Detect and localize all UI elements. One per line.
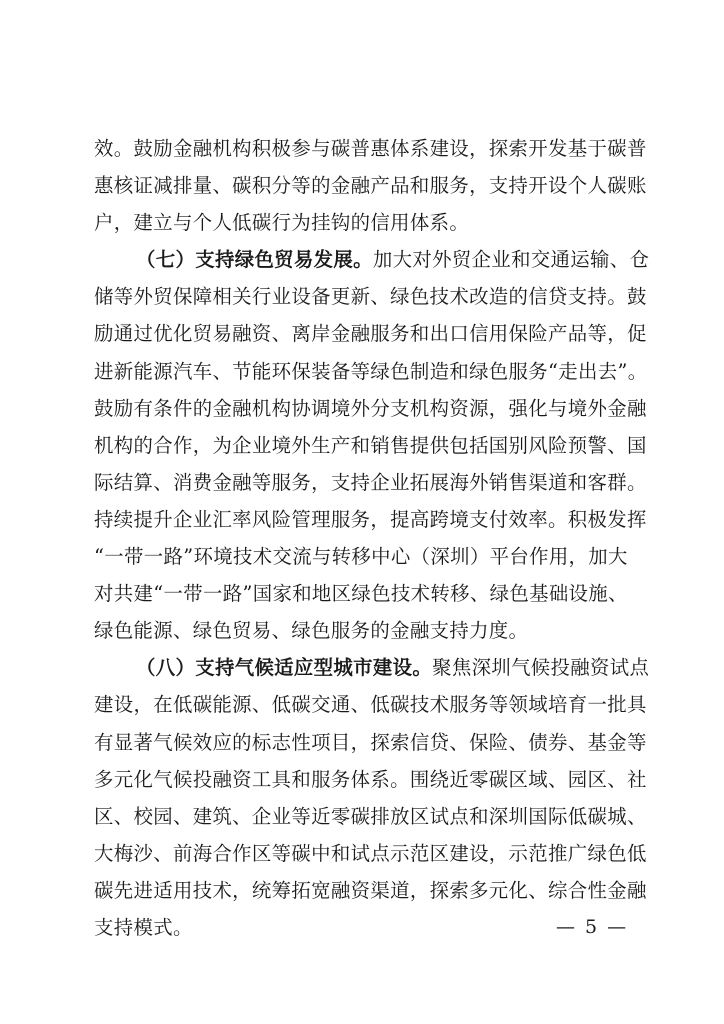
- text-line: 励通过优化贸易融资、离岸金融服务和出口信用保险产品等，促: [94, 322, 647, 346]
- text-line: 机构的合作，为企业境外生产和销售提供包括国别风险预警、国: [94, 433, 647, 457]
- text-line: 绿色能源、绿色贸易、绿色服务的金融支持力度。: [94, 619, 529, 643]
- text-line: “一带一路”环境技术交流与转移中心（深圳）平台作用，加大: [94, 545, 628, 569]
- section-7-first-line: [94, 241, 650, 278]
- section-8-first-line-text: 聚焦深圳气候投融资试点: [432, 656, 650, 680]
- section-8-heading: （八）支持气候适应型城市建设。: [136, 656, 433, 680]
- section-8-first-line: [94, 649, 650, 686]
- text-line: 有显著气候效应的标志性项目，探索信贷、保险、债券、基金等: [94, 730, 647, 754]
- section-7-paragraph: [94, 241, 650, 649]
- text-line: 户，建立与个人低碳行为挂钩的信用体系。: [94, 211, 470, 235]
- paragraph-continuation: [94, 130, 647, 241]
- text-line: 大梅沙、前海合作区等碳中和试点示范区建设，示范推广绿色低: [94, 841, 647, 865]
- text-line: 鼓励有条件的金融机构协调境外分支机构资源，强化与境外金融: [94, 396, 647, 420]
- section-8-paragraph: [94, 649, 650, 946]
- text-line: 对共建“一带一路”国家和地区绿色技术转移、绿色基础设施、: [94, 582, 628, 606]
- text-line: 碳先进适用技术，统筹拓宽融资渠道，探索多元化、综合性金融: [94, 878, 647, 902]
- text-line: 际结算、消费金融等服务，支持企业拓展海外销售渠道和客群。: [94, 470, 647, 494]
- text-line: 惠核证减排量、碳积分等的金融产品和服务，支持开设个人碳账: [94, 174, 647, 198]
- section-7-first-line-text: 加大对外贸企业和交通运输、仓: [372, 248, 650, 272]
- text-line: 效。鼓励金融机构积极参与碳普惠体系建设，探索开发基于碳普: [94, 137, 647, 160]
- text-line: 持续提升企业汇率风险管理服务，提高跨境支付效率。积极发挥: [94, 507, 647, 531]
- body-text: [94, 130, 650, 946]
- text-line: 区、校园、建筑、企业等近零碳排放区试点和深圳国际低碳城、: [94, 804, 647, 828]
- text-line: 储等外贸保障相关行业设备更新、绿色技术改造的信贷支持。鼓: [94, 285, 647, 309]
- page-number: — 5 —: [556, 916, 629, 938]
- text-line: 进新能源汽车、节能环保装备等绿色制造和绿色服务“走出去”。: [94, 359, 648, 383]
- text-line: 建设，在低碳能源、低碳交通、低碳技术服务等领域培育一批具: [94, 693, 647, 717]
- section-7-heading: （七）支持绿色贸易发展。: [136, 248, 373, 272]
- text-line: 多元化气候投融资工具和服务体系。围绕近零碳区域、园区、社: [94, 767, 647, 791]
- text-line: 支持模式。: [94, 915, 193, 939]
